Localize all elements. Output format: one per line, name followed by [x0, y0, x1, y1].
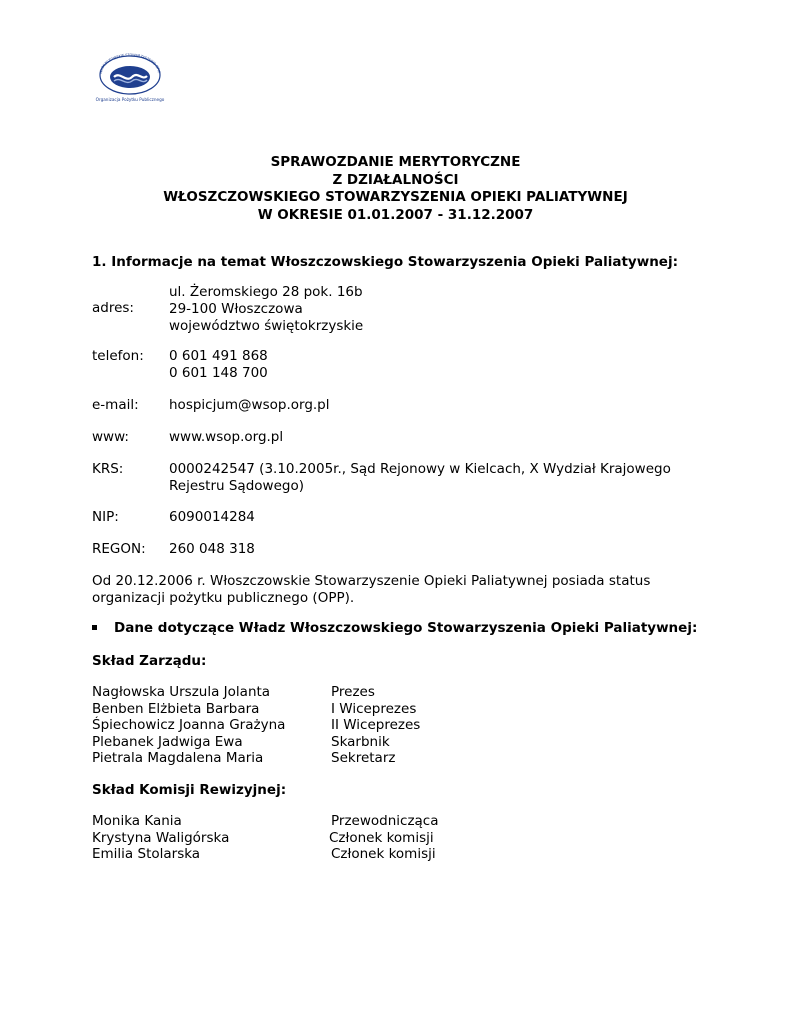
email-value[interactable]: hospicjum@wsop.org.pl	[169, 397, 330, 413]
telefon-line-1: 0 601 491 868	[169, 348, 268, 364]
authorities-heading: Dane dotyczące Władz Włoszczowskiego Stowarzyszenia Opieki Paliatywnej:	[114, 620, 698, 636]
bullet-square-icon	[92, 625, 97, 630]
organization-logo-icon	[92, 50, 168, 104]
board-heading: Skład Zarządu:	[92, 653, 207, 669]
board-member	[92, 684, 492, 701]
member-role: Przewodnicząca	[331, 813, 439, 829]
adres-line-3: województwo świętokrzyskie	[169, 318, 364, 334]
document-title	[0, 154, 791, 224]
member-role: Członek komisji	[329, 829, 434, 846]
www-value[interactable]: www.wsop.org.pl	[169, 429, 284, 445]
member-name: Plebanek Jadwiga Ewa	[92, 733, 243, 750]
member-name: Śpiechowicz Joanna Grażyna	[92, 717, 286, 734]
title-line-4: W OKRESIE 01.01.2007 - 31.12.2007	[257, 206, 534, 223]
board-member	[92, 701, 492, 718]
section-heading: 1. Informacje na temat Włoszczowskiego Stowarzyszenia Opieki Paliatywnej:	[92, 254, 678, 270]
opp-line-2: organizacji pożytku publicznego (OPP).	[92, 590, 355, 606]
board-member	[92, 750, 492, 767]
member-name: Krystyna Waligórska	[92, 829, 230, 846]
nip-value: 6090014284	[169, 509, 255, 525]
krs-value	[169, 461, 671, 495]
krs-line-2: Rejestru Sądowego)	[169, 478, 304, 494]
title-line-2: Z DZIAŁALNOŚCI	[332, 171, 459, 188]
member-role: Członek komisji	[331, 846, 436, 863]
telefon-value	[169, 348, 268, 382]
title-line-1: SPRAWOZDANIE MERYTORYCZNE	[270, 154, 521, 170]
opp-paragraph	[92, 573, 692, 607]
audit-member	[92, 813, 492, 830]
board-list	[92, 684, 492, 767]
member-role: II Wiceprezes	[331, 717, 421, 734]
member-name: Emilia Stolarska	[92, 846, 201, 863]
opp-line-1: Od 20.12.2006 r. Włoszczowskie Stowarzyszenie Opieki Paliatywnej posiada status	[92, 573, 651, 589]
member-role: Sekretarz	[331, 750, 396, 767]
audit-member	[92, 846, 492, 863]
board-member	[92, 734, 492, 751]
member-role: Prezes	[331, 684, 375, 700]
board-member	[92, 717, 492, 734]
adres-value	[169, 284, 363, 335]
email-label: e-mail:	[92, 397, 139, 413]
title-line-3: WŁOSZCZOWSKIEGO STOWARZYSZENIA OPIEKI PALIATYWNEJ	[163, 189, 628, 205]
telefon-line-2: 0 601 148 700	[169, 365, 268, 381]
member-name: Nagłowska Urszula Jolanta	[92, 684, 271, 700]
member-name: Pietrala Magdalena Maria	[92, 750, 264, 767]
audit-member	[92, 830, 492, 847]
adres-line-2: 29-100 Włoszczowa	[169, 301, 303, 317]
logo-ring-text: WŁOSZCZOWSKIE STOWARZYSZENIE OPIE	[98, 52, 162, 75]
regon-value: 260 048 318	[169, 541, 255, 557]
audit-heading: Skład Komisji Rewizyjnej:	[92, 782, 287, 798]
logo-caption: Organizacja Pożytku Publicznego	[95, 97, 165, 102]
krs-label: KRS:	[92, 461, 124, 477]
member-name: Monika Kania	[92, 813, 182, 829]
nip-label: NIP:	[92, 509, 119, 525]
www-label: www:	[92, 429, 129, 445]
organization-logo	[92, 50, 168, 104]
krs-line-1: 0000242547 (3.10.2005r., Sąd Rejonowy w Kielcach, X Wydział Krajowego	[169, 461, 671, 477]
authorities-bullet	[92, 620, 697, 637]
telefon-label: telefon:	[92, 348, 144, 364]
member-role: Skarbnik	[331, 733, 390, 750]
adres-label: adres:	[92, 300, 134, 316]
member-name: Benben Elżbieta Barbara	[92, 700, 260, 717]
regon-label: REGON:	[92, 541, 146, 557]
member-role: I Wiceprezes	[331, 700, 417, 717]
audit-list	[92, 813, 492, 863]
adres-line-1: ul. Żeromskiego 28 pok. 16b	[169, 284, 363, 300]
